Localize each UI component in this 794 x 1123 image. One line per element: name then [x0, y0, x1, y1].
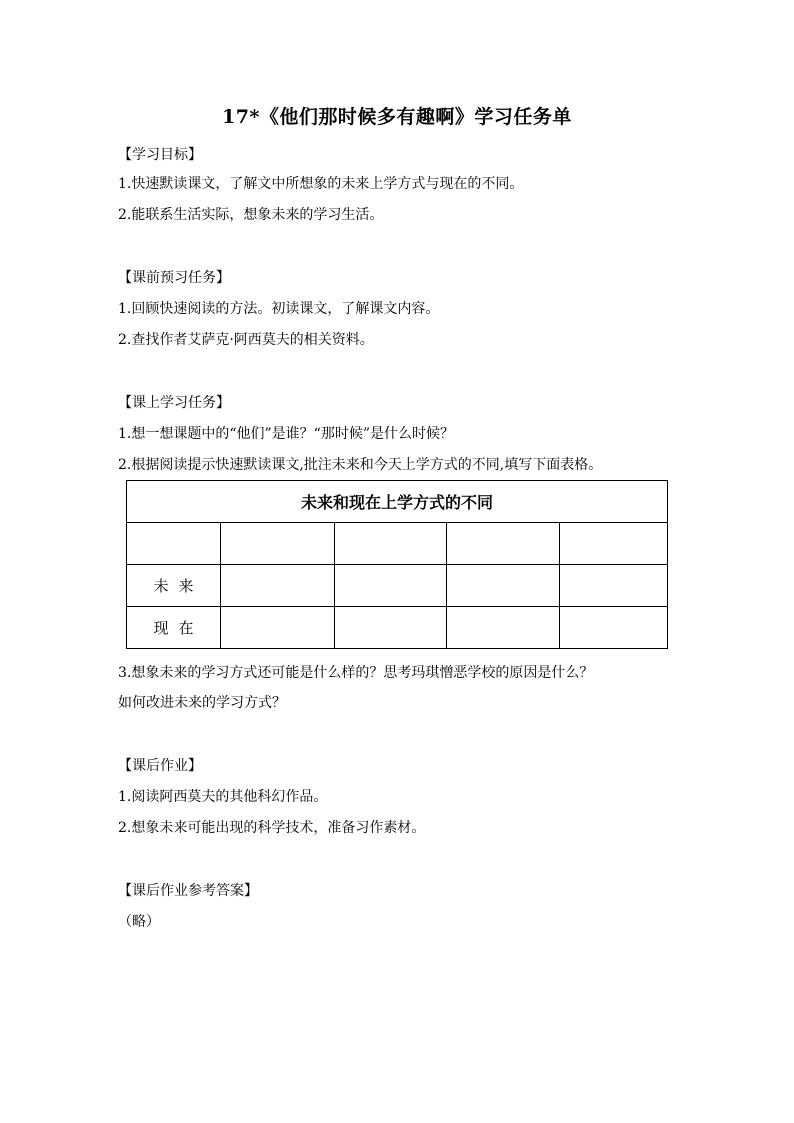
answers-content: （略） — [118, 914, 160, 930]
table-cell[interactable] — [560, 523, 668, 565]
table-cell[interactable] — [447, 523, 560, 565]
inclass-item-3-line-2: 如何改进未来的学习方式？ — [118, 695, 286, 711]
table-cell[interactable] — [221, 523, 335, 565]
answers-heading: 【课后作业参考答案】 — [118, 883, 258, 899]
table-row-present — [127, 607, 668, 649]
table-row — [127, 523, 668, 565]
table-row-label — [127, 523, 221, 565]
homework-item-1: 1.阅读阿西莫夫的其他科幻作品。 — [118, 789, 328, 805]
homework-heading: 【课后作业】 — [118, 758, 202, 774]
table-cell[interactable] — [335, 607, 447, 649]
table-cell[interactable] — [560, 607, 668, 649]
goals-item-2: 2.能联系生活实际，想象未来的学习生活。 — [118, 207, 384, 223]
table-cell[interactable] — [335, 523, 447, 565]
table-row-label-present: 现在 — [127, 607, 221, 649]
preview-item-1: 1.回顾快速阅读的方法。初读课文，了解课文内容。 — [118, 301, 440, 317]
preview-item-2: 2.查找作者艾萨克·阿西莫夫的相关资料。 — [118, 332, 374, 348]
inclass-item-3-line-1: 3.想象未来的学习方式还可能是什么样的？思考玛琪憎恶学校的原因是什么？ — [118, 665, 594, 681]
inclass-item-1: 1.想一想课题中的“他们”是谁？“那时候”是什么时候？ — [118, 426, 454, 442]
table-cell[interactable] — [447, 565, 560, 607]
table-cell[interactable] — [221, 565, 335, 607]
table-header-row — [127, 481, 668, 523]
table-row-label-future: 未来 — [127, 565, 221, 607]
inclass-item-2: 2.根据阅读提示快速默读课文,批注未来和今天上学方式的不同,填写下面表格。 — [118, 457, 603, 473]
table-cell[interactable] — [335, 565, 447, 607]
preview-heading: 【课前预习任务】 — [118, 270, 230, 286]
table-row-future — [127, 565, 668, 607]
inclass-heading: 【课上学习任务】 — [118, 395, 230, 411]
table-cell[interactable] — [447, 607, 560, 649]
homework-item-2: 2.想象未来可能出现的科学技术，准备习作素材。 — [118, 820, 426, 836]
table-cell[interactable] — [560, 565, 668, 607]
page-title: 17*《他们那时候多有趣啊》学习任务单 — [222, 106, 572, 128]
comparison-table — [126, 480, 668, 649]
table-header: 未来和现在上学方式的不同 — [127, 481, 668, 523]
goals-item-1: 1.快速默读课文，了解文中所想象的未来上学方式与现在的不同。 — [118, 176, 524, 192]
table-cell[interactable] — [221, 607, 335, 649]
goals-heading: 【学习目标】 — [118, 147, 202, 163]
